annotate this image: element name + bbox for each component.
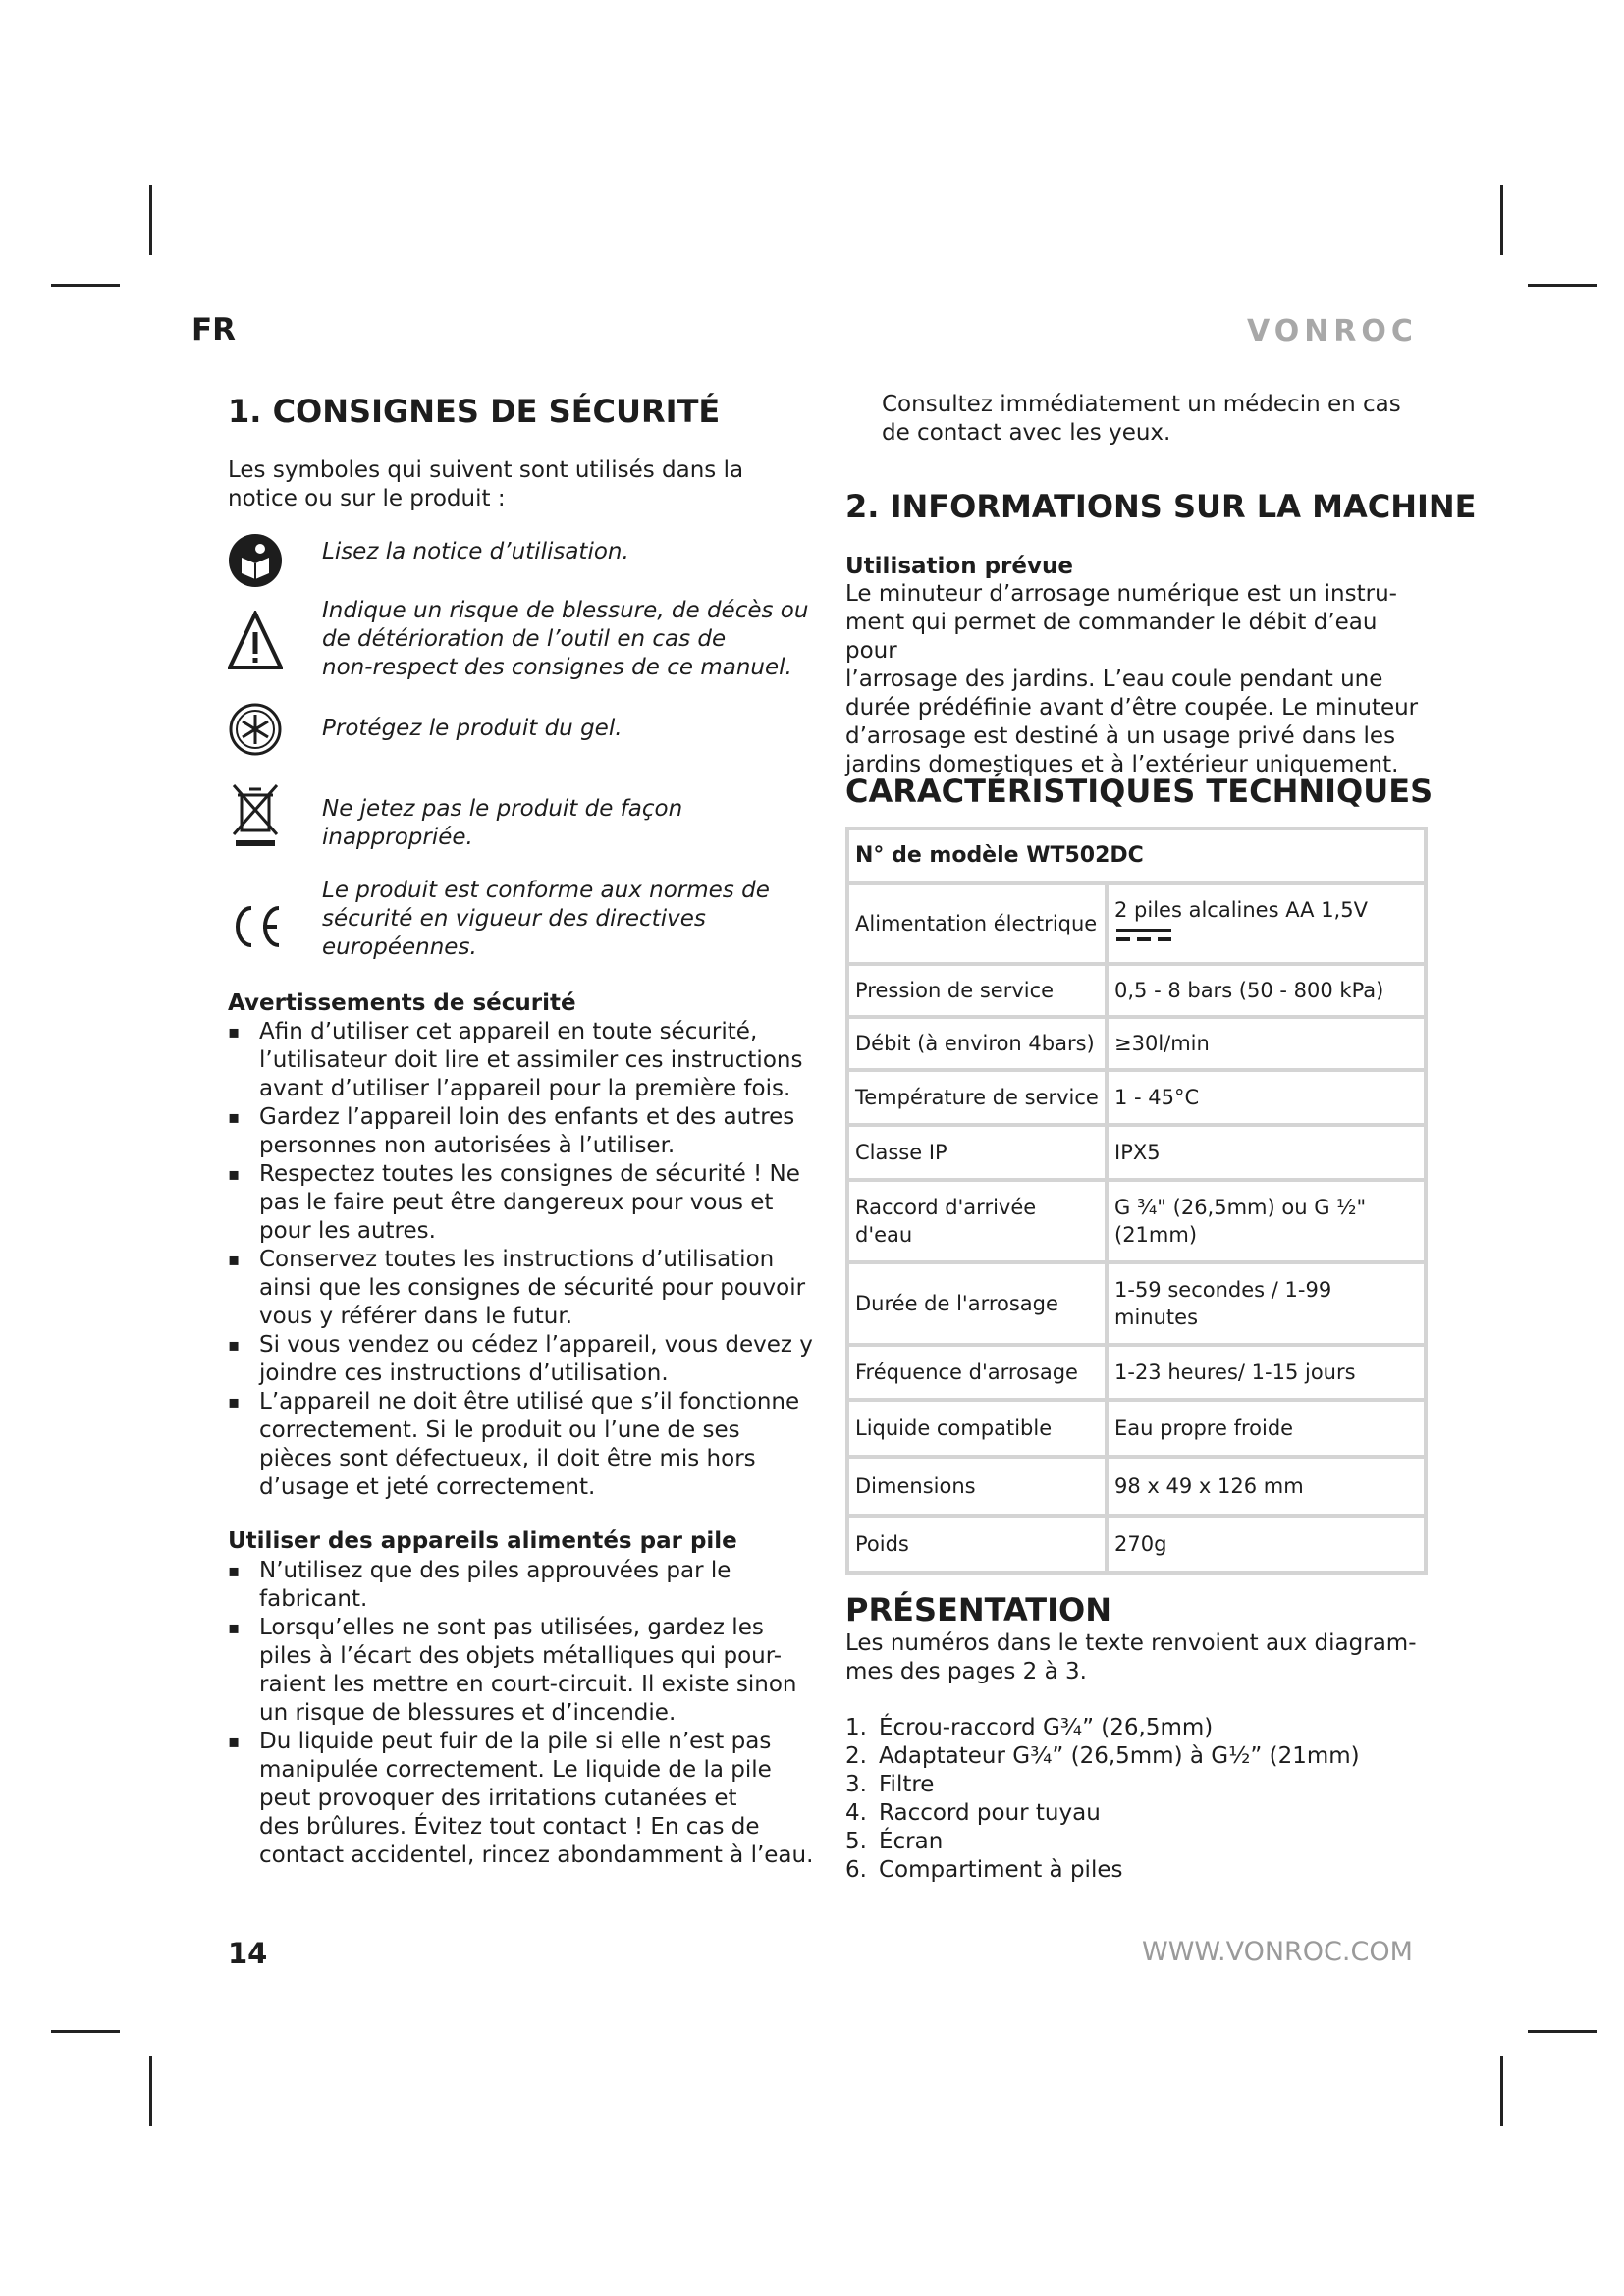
brand-logo: VONROC bbox=[1247, 314, 1418, 348]
table-row bbox=[847, 1180, 1426, 1262]
spec-value: IPX5 bbox=[1107, 1125, 1426, 1180]
spec-value: G ¾" (26,5mm) ou G ½" (21mm) bbox=[1107, 1180, 1426, 1262]
read-manual-icon bbox=[228, 530, 283, 591]
crop-mark bbox=[149, 185, 152, 255]
spec-value: ≥30l/min bbox=[1107, 1017, 1426, 1070]
crop-mark bbox=[51, 2030, 120, 2033]
spec-value: 2 piles alcalines AA 1,5V bbox=[1107, 883, 1426, 964]
table-row bbox=[847, 1457, 1426, 1516]
spec-label: Dimensions bbox=[847, 1457, 1107, 1516]
spec-value: 98 x 49 x 126 mm bbox=[1107, 1457, 1426, 1516]
spec-label: Pression de service bbox=[847, 964, 1107, 1017]
specs-title: CARACTÉRISTIQUES TECHNIQUES bbox=[845, 773, 1434, 810]
spec-label: Durée de l'arrosage bbox=[847, 1262, 1107, 1345]
crossed-bin-icon bbox=[228, 781, 283, 850]
parts-list bbox=[845, 1714, 1435, 1885]
spec-value: 1-23 heures/ 1-15 jours bbox=[1107, 1345, 1426, 1400]
crop-mark bbox=[51, 284, 120, 287]
warnings-list bbox=[228, 1018, 817, 1502]
battery-title: Utiliser des appareils alimentés par pile bbox=[228, 1528, 737, 1554]
spec-label: Débit (à environ 4bars) bbox=[847, 1017, 1107, 1070]
website-url: WWW.VONROC.COM bbox=[1142, 1937, 1413, 1967]
table-row bbox=[847, 1125, 1426, 1180]
symbols-intro: Les symboles qui suivent sont utilisés dans la notice ou sur le produit : bbox=[228, 457, 744, 511]
list-item: ▪ L’appareil ne doit être utilisé que s’il fonctionne correctement. Si le produit ou l’une de ses pièces sont défectueux, il doit être mis hors d’usage et jeté correctement. bbox=[228, 1388, 817, 1502]
spec-label: Liquide compatible bbox=[847, 1400, 1107, 1457]
presentation-text: Les numéros dans le texte renvoient aux diagram- mes des pages 2 à 3. bbox=[845, 1630, 1417, 1684]
list-item: ▪ Si vous vendez ou cédez l’appareil, vous devez y joindre ces instructions d’utilisation. bbox=[228, 1331, 817, 1388]
use-title: Utilisation prévue bbox=[845, 554, 1073, 579]
list-item: ▪ Du liquide peut fuir de la pile si elle n’est pas manipulée correctement. Le liquide de la pile peut provoquer des irritations cutanées et des brûlures. Évitez tout contact ! En cas de contact accidentel, rincez abondamment à l’eau. bbox=[228, 1728, 817, 1870]
list-item: ▪ Lorsqu’elles ne sont pas utilisées, gardez les piles à l’écart des objets métalliques qui pour- raient les mettre en court-circuit. Il existe sinon un risque de blessures et d’incendie. bbox=[228, 1614, 817, 1728]
list-item: ▪ Gardez l’appareil loin des enfants et des autres personnes non autorisées à l’utiliser. bbox=[228, 1103, 817, 1160]
spec-label: Raccord d'arrivée d'eau bbox=[847, 1180, 1107, 1262]
list-item: ▪ N’utilisez que des piles approuvées par le fabricant. bbox=[228, 1557, 817, 1614]
battery-list bbox=[228, 1557, 817, 1870]
section-title-machine: 2. INFORMATIONS SUR LA MACHINE bbox=[845, 488, 1477, 525]
model-cell: N° de modèle WT502DC bbox=[847, 828, 1426, 883]
crop-mark bbox=[1528, 284, 1597, 287]
presentation-title: PRÉSENTATION bbox=[845, 1591, 1111, 1629]
spec-value: Eau propre froide bbox=[1107, 1400, 1426, 1457]
spec-value: 0,5 - 8 bars (50 - 800 kPa) bbox=[1107, 964, 1426, 1017]
crop-mark bbox=[1528, 2030, 1597, 2033]
table-row bbox=[847, 828, 1426, 883]
list-item: 5. Écran bbox=[845, 1829, 944, 1854]
table-row bbox=[847, 1516, 1426, 1573]
list-item: 3. Filtre bbox=[845, 1772, 935, 1797]
symbol-desc: Ne jetez pas le produit de façon inappropriée. bbox=[322, 796, 683, 850]
symbol-desc: Indique un risque de blessure, de décès ou de détérioration de l’outil en cas de non-respect des consignes de ce manuel. bbox=[322, 598, 809, 680]
list-item: 1. Écrou-raccord G¾” (26,5mm) bbox=[845, 1715, 1214, 1740]
warning-triangle-icon bbox=[228, 611, 283, 671]
table-row bbox=[847, 883, 1426, 964]
crop-mark bbox=[149, 2056, 152, 2126]
ce-mark-icon bbox=[228, 896, 283, 957]
list-item: 6. Compartiment à piles bbox=[845, 1857, 1123, 1883]
use-text: Le minuteur d’arrosage numérique est un instru- ment qui permet de commander le débit d’eau pour l’arrosage des jardins. L’eau coule pendant une durée prédéfinie avant d’être coupée. Le minuteur d’arrosage est destiné à un usage privé dans les jardins domestiques et à l’extérieur uniquement. bbox=[845, 581, 1419, 777]
table-row bbox=[847, 1400, 1426, 1457]
frost-protect-icon bbox=[228, 699, 283, 760]
warnings-title: Avertissements de sécurité bbox=[228, 990, 576, 1016]
crop-mark bbox=[1500, 185, 1503, 255]
specs-table bbox=[845, 827, 1428, 1575]
symbol-desc: Le produit est conforme aux normes de sécurité en vigueur des directives européennes. bbox=[322, 878, 770, 960]
spec-label: Poids bbox=[847, 1516, 1107, 1573]
crop-mark bbox=[1500, 2056, 1503, 2126]
continuation-text: Consultez immédiatement un médecin en cas de contact avec les yeux. bbox=[882, 392, 1401, 446]
spec-value: 270g bbox=[1107, 1516, 1426, 1573]
section-title-safety: 1. CONSIGNES DE SÉCURITÉ bbox=[228, 393, 721, 430]
spec-label: Alimentation électrique bbox=[847, 883, 1107, 964]
list-item: ▪ Afin d’utiliser cet appareil en toute sécurité, l’utilisateur doit lire et assimiler ces instructions avant d’utiliser l’appareil pour la première fois. bbox=[228, 1018, 817, 1103]
list-item: ▪ Respectez toutes les consignes de sécurité ! Ne pas le faire peut être dangereux pour vous et pour les autres. bbox=[228, 1160, 817, 1246]
table-row bbox=[847, 1017, 1426, 1070]
list-item: ▪ Conservez toutes les instructions d’utilisation ainsi que les consignes de sécurité pour pouvoir vous y référer dans le futur. bbox=[228, 1246, 817, 1331]
spec-label: Fréquence d'arrosage bbox=[847, 1345, 1107, 1400]
list-item: 2. Adaptateur G¾” (26,5mm) à G½” (21mm) bbox=[845, 1743, 1360, 1769]
symbol-desc: Protégez le produit du gel. bbox=[322, 716, 623, 741]
spec-label: Température de service bbox=[847, 1070, 1107, 1125]
page-number: 14 bbox=[228, 1937, 268, 1970]
table-row bbox=[847, 964, 1426, 1017]
spec-label: Classe IP bbox=[847, 1125, 1107, 1180]
table-row bbox=[847, 1345, 1426, 1400]
list-item: 4. Raccord pour tuyau bbox=[845, 1800, 1101, 1826]
table-row bbox=[847, 1262, 1426, 1345]
language-code: FR bbox=[191, 312, 237, 347]
spec-value: 1 - 45°C bbox=[1107, 1070, 1426, 1125]
table-row bbox=[847, 1070, 1426, 1125]
symbol-desc: Lisez la notice d’utilisation. bbox=[322, 539, 629, 564]
spec-value: 1-59 secondes / 1-99 minutes bbox=[1107, 1262, 1426, 1345]
dc-current-icon bbox=[1114, 927, 1173, 944]
